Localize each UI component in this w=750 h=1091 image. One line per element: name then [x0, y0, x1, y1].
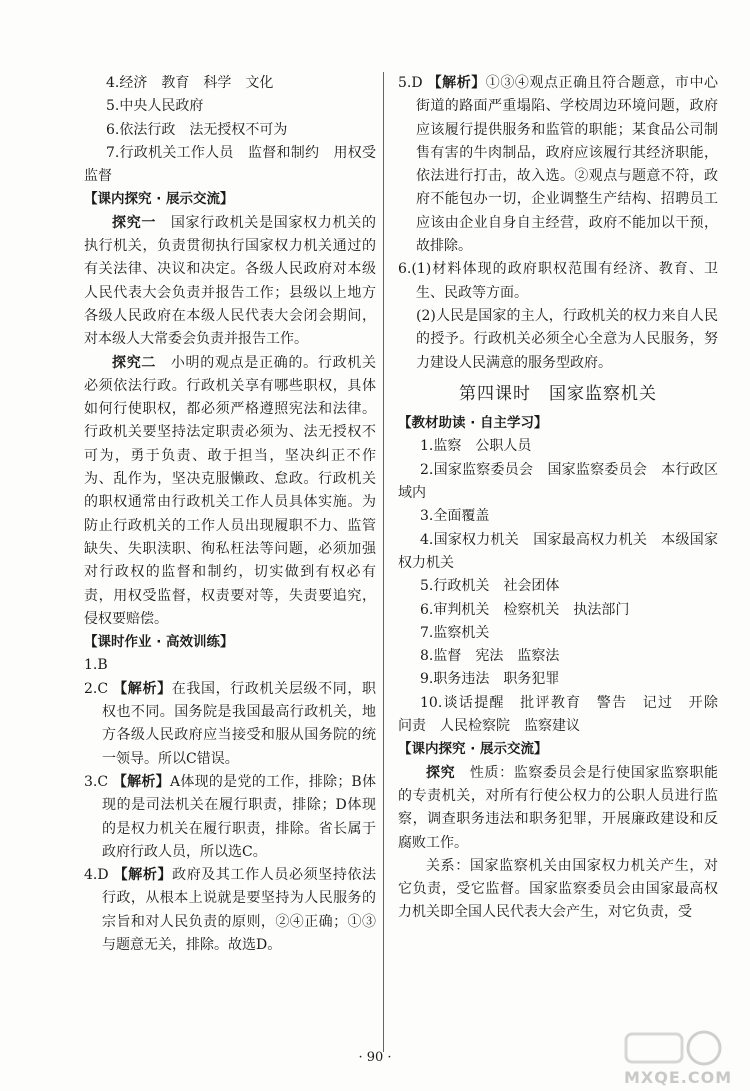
answer-line: 6.依法行政 法无授权不可为: [106, 121, 288, 138]
answer-line: 7.监察机关: [420, 624, 490, 641]
analysis-text: A体现的是党的工作，排除；B体现的是司法机关在履行职责，排除；D体现的是权力机关在履行职责，排除。省长属于政府行政人员，所以选C。: [102, 773, 376, 860]
answer-line: 4.经济 教育 科学 文化: [106, 75, 274, 91]
inquiry-label: 探究: [426, 764, 456, 781]
answer-item: (2)人民是国家的主人，行政机关的权力来自人民的授予。行政机关必须全心全意为人民服务，努力建设人民满意的服务型政府。: [416, 307, 718, 371]
analysis-text: 在我国，行政机关层级不同，职权也不同。国务院是我国最高行政机关，地方各级人民政府应当接受和服从国务院的统一领导。所以C错误。: [102, 680, 377, 767]
answer-line: 10.谈话提醒 批评教育 警告 记过 开除 问责 人民检察院 监察建议: [398, 694, 732, 735]
answer-number: 2.C: [84, 680, 109, 697]
analysis-text: ①③④观点正确且符合题意，市中心街道的路面严重塌陷、学校周边环境问题，政府应该履行提供服务和监管的职能；某食品公司制售有害的牛肉制品，政府应该履行其经济职能，依法进行打击，故入选。②观点与题意不符，政府不能包办一切，企业调整生产结构、招聘员工应该由企业自身自主经营，政府不能加以干预，故排除。: [416, 75, 719, 255]
answer-line: 5.行政机关 社会团体: [420, 578, 560, 595]
inquiry-paragraph: [398, 762, 718, 855]
answer-item: [84, 864, 376, 957]
answer-number: 5.D: [398, 75, 423, 91]
analysis-tag: 【解析】: [113, 867, 173, 884]
watermark-text: MXQE.COM: [624, 1068, 733, 1087]
answer-line: 9.职务违法 职务犯罪: [420, 671, 560, 688]
answer-item: 6.(1)材料体现的政府职权范围有经济、教育、卫生、民政等方面。: [398, 261, 718, 301]
answer-item: [398, 72, 718, 258]
answer-item: [84, 771, 376, 864]
section-heading: 【课内探究 · 展示交流】: [398, 741, 548, 758]
answer-line: 5.中央人民政府: [106, 98, 204, 115]
inquiry-text: 小明的观点是正确的。行政机关必须依法行政。行政机关享有哪些职权，具体如何行使职权，都必须严格遵照宪法和法律。行政机关要坚持法定职责必须为、法无授权不可为，勇于负责、敢于担当，坚决纠正不作为、乱作为，坚决克服懒政、怠政。行政机关的职权通常由行政机关工作人员具体实施。为防止行政机关的工作人员出现履职不力、监管缺失、失职渎职、徇私枉法等问题，必须加强对行政权的监督和制约，切实做到有权必有责，用权受监督，权责要对等，失责要追究，侵权要赔偿。: [84, 354, 377, 627]
section-heading: 【课时作业 · 高效训练】: [84, 634, 234, 651]
answer-line: 4.国家权力机关 国家最高权力机关 本级国家权力机关: [398, 531, 718, 571]
answer-line: 6.审判机关 检察机关 执法部门: [420, 601, 630, 618]
answer-item: [84, 678, 376, 771]
answer-item: 1.B: [84, 657, 108, 674]
inquiry-paragraph: [84, 212, 376, 352]
column-divider: [383, 72, 384, 1052]
inquiry-label: 探究二: [112, 354, 157, 371]
inquiry-paragraph: [84, 352, 376, 632]
analysis-text: 政府及其工作人员必须坚持依法行政，从根本上说就是要坚持为人民服务的宗旨和对人民负责的原则，②④正确；①③与题意无关，排除。故选D。: [102, 867, 377, 953]
inquiry-text: 性质：监察委员会是行使国家监察职能的专责机关，对所有行使公权力的公职人员进行监察，调查职务违法和职务犯罪，开展廉政建设和反腐败工作。: [398, 764, 719, 851]
lesson-title: 第四课时 国家监察机关: [459, 383, 657, 404]
answer-number: 4.D: [84, 867, 109, 884]
inquiry-label: 探究一: [112, 214, 157, 231]
answer-line: 7.行政机关工作人员 监督和制约 用权受监督: [84, 144, 376, 185]
analysis-tag: 【解析】: [427, 75, 486, 91]
answer-line: 1.监察 公职人员: [420, 438, 532, 455]
answer-number: 3.C: [84, 773, 109, 790]
analysis-tag: 【解析】: [113, 680, 172, 697]
answer-line: 8.监督 宪法 监察法: [420, 648, 560, 665]
inquiry-text: 国家行政机关是国家权力机关的执行机关，负责贯彻执行国家权力机关通过的有关法律、决议和决定。各级人民政府对本级人民代表大会负责并报告工作；县级以上地方各级人民政府在本级人民代表大会闭会期间，对本级人大常委会负责并报告工作。: [84, 214, 377, 348]
section-heading: 【教材助读 · 自主学习】: [398, 415, 548, 432]
answer-line: 2.国家监察委员会 国家监察委员会 本行政区域内: [398, 461, 718, 502]
answer-line: 3.全面覆盖: [420, 508, 490, 525]
left-column: [84, 72, 376, 957]
page-number: · 90 ·: [358, 1050, 392, 1065]
right-column: [398, 72, 732, 925]
relation-paragraph: 关系：国家监察机关由国家权力机关产生，对它负责，受它监督。国家监察委员会由国家最高权力机关即全国人民代表大会产生，对它负责，受: [398, 857, 718, 921]
section-heading: 【课内探究 · 展示交流】: [84, 191, 234, 208]
analysis-tag: 【解析】: [112, 773, 170, 790]
